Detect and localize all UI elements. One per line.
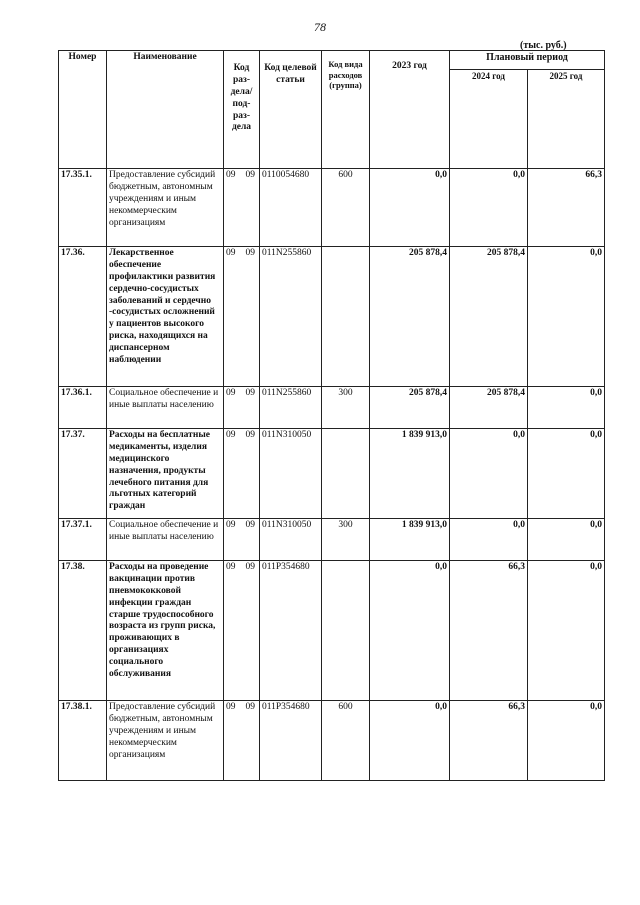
- row-target-code: 0110054680: [260, 169, 322, 247]
- row-section-code: [224, 387, 260, 429]
- row-amount-2023: 0,0: [370, 701, 450, 781]
- row-target-code: 011N255860: [260, 247, 322, 387]
- row-name: Расходы на бесплатные медикаменты, изделия медицинского назначения, продукты лечебного питания для льготных категорий граждан: [107, 429, 224, 519]
- row-name: Предоставление субсидий бюджетным, автономным учреждениям и иным некоммерческим организациям: [107, 701, 224, 781]
- row-amount-2024: 205 878,4: [450, 247, 528, 387]
- row-section-code: [224, 429, 260, 519]
- row-number: 17.38.: [59, 561, 107, 701]
- table-row: [59, 247, 605, 387]
- row-amount-2025: 0,0: [528, 519, 605, 561]
- row-name: Лекарственное обеспечение профилактики развития сердечно-сосудистых заболеваний и сердечно -сосудистых осложнений у пациентов высокого риска, находящихся на диспансерном наблюдении: [107, 247, 224, 387]
- header-name: Наименование: [107, 51, 224, 169]
- table-row: [59, 169, 605, 247]
- row-section-code: [224, 561, 260, 701]
- row-podrazdel: 09: [245, 170, 255, 180]
- row-amount-2023: 205 878,4: [370, 387, 450, 429]
- row-amount-2024: 66,3: [450, 561, 528, 701]
- row-podrazdel: 09: [245, 388, 255, 398]
- row-amount-2024: 66,3: [450, 701, 528, 781]
- header-number: Номер: [59, 51, 107, 169]
- table-row: [59, 387, 605, 429]
- header-expense-type-code: Код вида расходов (группа): [322, 51, 370, 169]
- page-number: 78: [314, 20, 326, 34]
- row-expense-type: [322, 429, 370, 519]
- budget-table: [58, 50, 605, 781]
- header-year-2024: 2024 год: [450, 70, 528, 169]
- row-amount-2025: 0,0: [528, 247, 605, 387]
- row-target-code: 011P354680: [260, 561, 322, 701]
- row-section-code: [224, 519, 260, 561]
- row-amount-2025: 66,3: [528, 169, 605, 247]
- header-year-2023: 2023 год: [370, 51, 450, 169]
- row-expense-type: 600: [322, 701, 370, 781]
- row-number: 17.36.: [59, 247, 107, 387]
- row-target-code: 011P354680: [260, 701, 322, 781]
- row-amount-2025: 0,0: [528, 387, 605, 429]
- row-number: 17.38.1.: [59, 701, 107, 781]
- table-row: [59, 519, 605, 561]
- row-podrazdel: 09: [245, 430, 255, 440]
- table-row: [59, 701, 605, 781]
- row-number: 17.37.1.: [59, 519, 107, 561]
- row-amount-2025: 0,0: [528, 429, 605, 519]
- row-razdel: 09: [226, 430, 236, 440]
- row-podrazdel: 09: [245, 248, 255, 258]
- row-amount-2025: 0,0: [528, 701, 605, 781]
- table-row: [59, 429, 605, 519]
- row-razdel: 09: [226, 520, 236, 530]
- row-amount-2023: 0,0: [370, 169, 450, 247]
- row-amount-2024: 0,0: [450, 429, 528, 519]
- header-planning-period: Плановый период: [450, 51, 605, 70]
- row-name: Социальное обеспечение и иные выплаты населению: [107, 519, 224, 561]
- row-section-code: [224, 247, 260, 387]
- row-podrazdel: 09: [245, 520, 255, 530]
- row-target-code: 011N310050: [260, 429, 322, 519]
- row-podrazdel: 09: [245, 702, 255, 712]
- row-amount-2023: 1 839 913,0: [370, 429, 450, 519]
- header-section-code: Код раз- дела/ под- раз- дела: [224, 51, 260, 169]
- row-name: Расходы на проведение вакцинации против пневмококковой инфекции граждан старше трудоспособного возраста из групп риска, проживающих в организациях социального обслуживания: [107, 561, 224, 701]
- row-razdel: 09: [226, 562, 236, 572]
- row-number: 17.36.1.: [59, 387, 107, 429]
- row-amount-2024: 205 878,4: [450, 387, 528, 429]
- row-number: 17.35.1.: [59, 169, 107, 247]
- row-expense-type: [322, 561, 370, 701]
- units-label: (тыс. руб.): [520, 40, 567, 51]
- row-expense-type: 600: [322, 169, 370, 247]
- row-razdel: 09: [226, 388, 236, 398]
- row-section-code: [224, 701, 260, 781]
- row-razdel: 09: [226, 702, 236, 712]
- row-amount-2023: 0,0: [370, 561, 450, 701]
- header-year-2025: 2025 год: [528, 70, 605, 169]
- row-amount-2023: 205 878,4: [370, 247, 450, 387]
- row-razdel: 09: [226, 170, 236, 180]
- row-expense-type: [322, 247, 370, 387]
- table-body: [59, 169, 605, 781]
- row-expense-type: 300: [322, 519, 370, 561]
- row-amount-2025: 0,0: [528, 561, 605, 701]
- row-razdel: 09: [226, 248, 236, 258]
- row-target-code: 011N255860: [260, 387, 322, 429]
- row-name: Предоставление субсидий бюджетным, автономным учреждениям и иным некоммерческим организациям: [107, 169, 224, 247]
- row-amount-2024: 0,0: [450, 169, 528, 247]
- table-row: [59, 561, 605, 701]
- row-amount-2024: 0,0: [450, 519, 528, 561]
- header-row-top: [59, 51, 605, 70]
- header-target-code: Код целевой статьи: [260, 51, 322, 169]
- row-section-code: [224, 169, 260, 247]
- row-expense-type: 300: [322, 387, 370, 429]
- row-number: 17.37.: [59, 429, 107, 519]
- row-name: Социальное обеспечение и иные выплаты населению: [107, 387, 224, 429]
- row-podrazdel: 09: [245, 562, 255, 572]
- row-target-code: 011N310050: [260, 519, 322, 561]
- row-amount-2023: 1 839 913,0: [370, 519, 450, 561]
